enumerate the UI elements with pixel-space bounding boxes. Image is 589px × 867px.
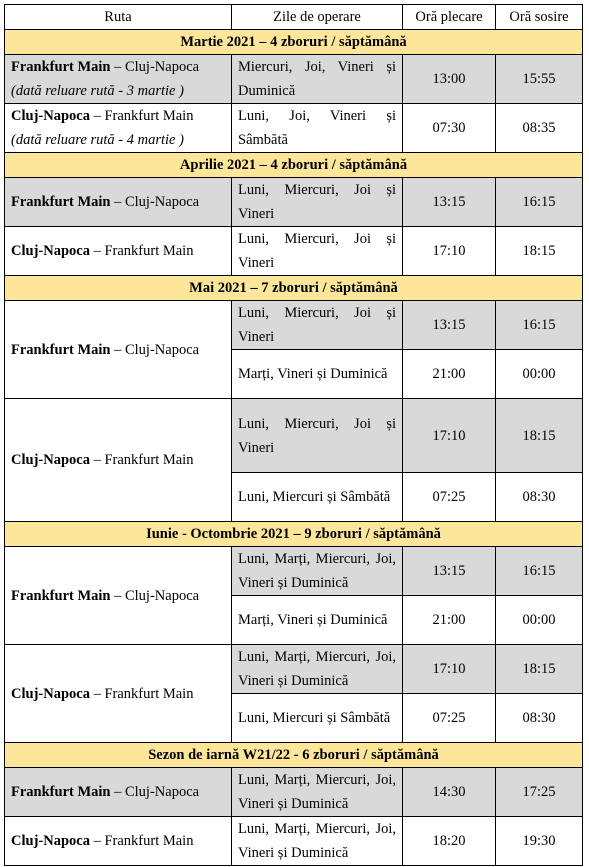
table-row	[5, 645, 583, 694]
departure-time: 17:10	[403, 399, 496, 473]
days-cell: Luni, Joi, Vineri și Sâmbătă	[232, 104, 403, 153]
table-row	[5, 55, 583, 104]
table-row	[5, 817, 583, 866]
arrival-time: 00:00	[496, 350, 583, 399]
arrival-time: 19:30	[496, 817, 583, 866]
section-title-iarna: Sezon de iarnă W21/22 - 6 zboruri / săptămână	[5, 743, 583, 768]
section-title-aprilie: Aprilie 2021 – 4 zboruri / săptămână	[5, 153, 583, 178]
arrival-time: 18:15	[496, 645, 583, 694]
section-row	[5, 522, 583, 547]
departure-time: 17:10	[403, 645, 496, 694]
arrival-time: 08:30	[496, 694, 583, 743]
route-cell: Frankfurt Main – Cluj-Napoca	[5, 178, 232, 227]
section-title-iunie: Iunie - Octombrie 2021 – 9 zboruri / săptămână	[5, 522, 583, 547]
col-header-days: Zile de operare	[232, 5, 403, 30]
table-row	[5, 399, 583, 473]
route-cell: Cluj-Napoca – Frankfurt Main	[5, 227, 232, 276]
days-cell: Luni, Marți, Miercuri, Joi, Vineri și Duminică	[232, 645, 403, 694]
days-cell: Luni, Miercuri și Sâmbătă	[232, 473, 403, 522]
departure-time: 13:15	[403, 301, 496, 350]
departure-time: 21:00	[403, 596, 496, 645]
departure-time: 13:00	[403, 55, 496, 104]
destination-city: Cluj-Napoca	[124, 59, 200, 75]
section-title-mai: Mai 2021 – 7 zboruri / săptămână	[5, 276, 583, 301]
arrival-time: 08:30	[496, 473, 583, 522]
section-row	[5, 30, 583, 55]
route-cell: Cluj-Napoca – Frankfurt Main (dată reluare rută - 4 martie )	[5, 104, 232, 153]
days-cell: Luni, Marți, Miercuri, Joi, Vineri și Duminică	[232, 768, 403, 817]
days-cell: Luni, Miercuri, Joi și Vineri	[232, 227, 403, 276]
arrival-time: 16:15	[496, 178, 583, 227]
route-cell: Cluj-Napoca – Frankfurt Main	[5, 645, 232, 743]
departure-time: 07:25	[403, 694, 496, 743]
route-cell: Frankfurt Main – Cluj-Napoca	[5, 301, 232, 399]
table-row	[5, 547, 583, 596]
days-cell: Marți, Vineri și Duminică	[232, 596, 403, 645]
table-row	[5, 227, 583, 276]
departure-time: 18:20	[403, 817, 496, 866]
departure-time: 14:30	[403, 768, 496, 817]
days-cell: Luni, Miercuri, Joi și Vineri	[232, 178, 403, 227]
section-title-martie: Martie 2021 – 4 zboruri / săptămână	[5, 30, 583, 55]
destination-city: Frankfurt Main	[104, 108, 194, 124]
departure-time: 17:10	[403, 227, 496, 276]
days-cell: Miercuri, Joi, Vineri și Duminică	[232, 55, 403, 104]
route-cell: Frankfurt Main – Cluj-Napoca	[5, 768, 232, 817]
table-row	[5, 104, 583, 153]
section-row	[5, 153, 583, 178]
days-cell: Luni, Miercuri, Joi și Vineri	[232, 301, 403, 350]
days-cell: Luni, Marți, Miercuri, Joi, Vineri și Duminică	[232, 547, 403, 596]
arrival-time: 17:25	[496, 768, 583, 817]
departure-time: 13:15	[403, 178, 496, 227]
table-row	[5, 301, 583, 350]
arrival-time: 16:15	[496, 547, 583, 596]
arrival-time: 16:15	[496, 301, 583, 350]
table-row	[5, 768, 583, 817]
departure-time: 07:25	[403, 473, 496, 522]
arrival-time: 15:55	[496, 55, 583, 104]
arrival-time: 08:35	[496, 104, 583, 153]
route-cell: Frankfurt Main – Cluj-Napoca	[5, 547, 232, 645]
days-cell: Luni, Marți, Miercuri, Joi, Vineri și Duminică	[232, 817, 403, 866]
route-cell: Cluj-Napoca – Frankfurt Main	[5, 817, 232, 866]
flight-schedule-table	[4, 4, 583, 866]
route-cell: Cluj-Napoca – Frankfurt Main	[5, 399, 232, 522]
route-note: (dată reluare rută - 3 martie )	[11, 83, 184, 99]
origin-city: Frankfurt Main	[11, 59, 111, 75]
section-row	[5, 276, 583, 301]
arrival-time: 18:15	[496, 399, 583, 473]
route-note: (dată reluare rută - 4 martie )	[11, 132, 184, 148]
table-row	[5, 178, 583, 227]
header-row	[5, 5, 583, 30]
departure-time: 21:00	[403, 350, 496, 399]
origin-city: Cluj-Napoca	[11, 108, 90, 124]
section-row	[5, 743, 583, 768]
days-cell: Marți, Vineri și Duminică	[232, 350, 403, 399]
departure-time: 13:15	[403, 547, 496, 596]
col-header-route: Ruta	[5, 5, 232, 30]
days-cell: Luni, Miercuri, Joi și Vineri	[232, 399, 403, 473]
route-cell: Frankfurt Main – Cluj-Napoca (dată reluare rută - 3 martie )	[5, 55, 232, 104]
arrival-time: 18:15	[496, 227, 583, 276]
arrival-time: 00:00	[496, 596, 583, 645]
departure-time: 07:30	[403, 104, 496, 153]
col-header-departure: Oră plecare	[403, 5, 496, 30]
days-cell: Luni, Miercuri și Sâmbătă	[232, 694, 403, 743]
col-header-arrival: Oră sosire	[496, 5, 583, 30]
